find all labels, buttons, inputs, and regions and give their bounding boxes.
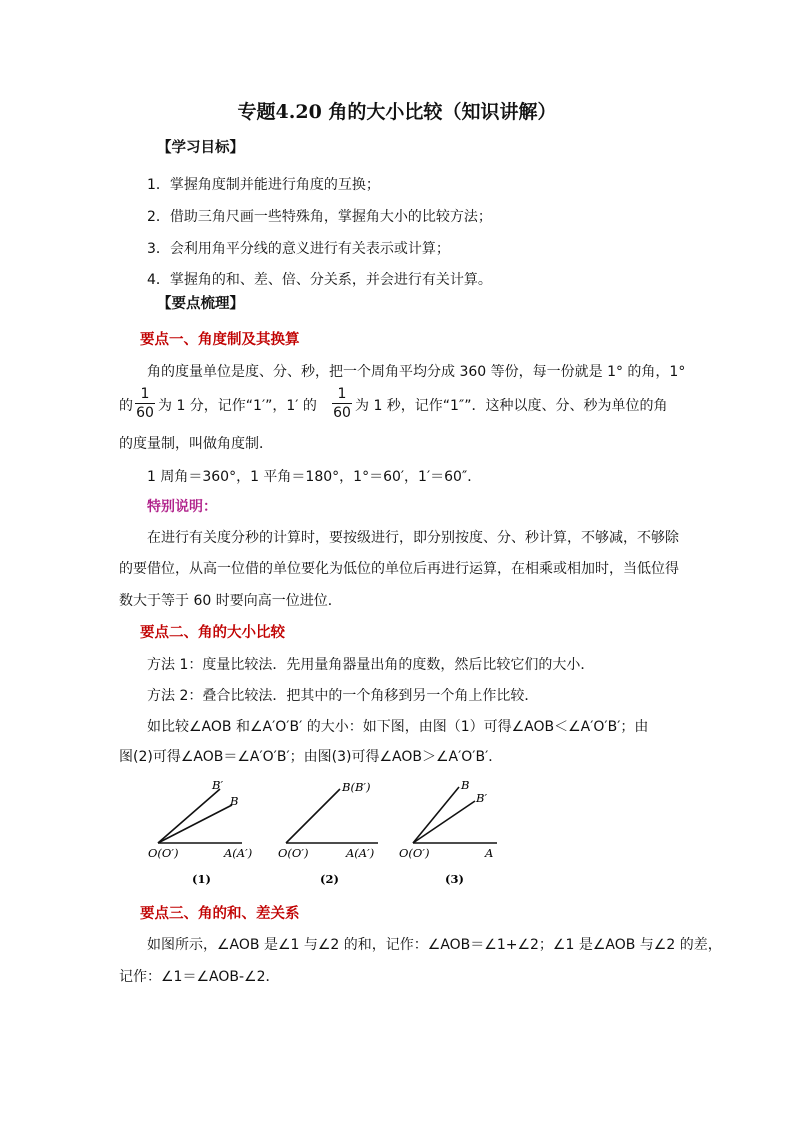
ray-OB-prime [413, 801, 475, 843]
point1-text: 为 1 分，记作“1′”，1′ 的 [158, 398, 317, 414]
goal-item: 3．会利用角平分线的意义进行有关表示或计算； [147, 241, 450, 257]
point1-text: 1 周角＝360°，1 平角＝180°，1°＝60′，1′＝60″． [147, 469, 482, 485]
note-heading: 特别说明： [147, 499, 217, 515]
point3-heading: 要点三、角的和、差关系 [140, 906, 300, 922]
goal-item: 2．借助三角尺画一些特殊角，掌握角大小的比较方法； [147, 209, 492, 225]
point2-text: 方法 2：叠合比较法．把其中的一个角移到另一个角上作比较． [147, 688, 539, 704]
point1-text: 角的度量单位是度、分、秒，把一个周角平均分成 360 等份，每一份就是 1° 的角，1° [147, 364, 686, 380]
note-text: 在进行有关度分秒的计算时，要按级进行，即分别按度、分、秒计算，不够减，不够除 [147, 530, 679, 546]
goals-heading: 【学习目标】 [157, 140, 244, 156]
fraction-1-60 [331, 386, 353, 421]
ray-OB [286, 789, 340, 843]
point1-heading: 要点一、角度制及其换算 [140, 332, 300, 348]
point2-text: 如比较∠AOB 和∠A′O′B′ 的大小：如下图，由图（1）可得∠AOB＜∠A′O′B′；由 [147, 719, 649, 735]
label-vertex: O(O′) [148, 846, 179, 860]
point3-text: 如图所示，∠AOB 是∠1 与∠2 的和，记作：∠AOB＝∠1+∠2；∠1 是∠AOB 与∠2 的差， [147, 937, 722, 953]
label-lower: B [230, 794, 239, 808]
label-A: A [485, 846, 494, 860]
goal-item: 4．掌握角的和、差、倍、分关系，并会进行有关计算。 [147, 272, 492, 288]
point1-text: 的度量制，叫做角度制． [119, 436, 273, 452]
fraction-1-60 [134, 386, 156, 421]
note-text: 的要借位，从高一位借的单位要化为低位的单位后再进行运算，在相乘或相加时，当低位得 [119, 561, 679, 577]
label-A: A(A′) [224, 846, 253, 860]
page-title: 专题4.20 角的大小比较（知识讲解） [237, 101, 557, 123]
point1-text: 的 [119, 398, 133, 414]
angle-figure-1 [140, 775, 270, 890]
point1-text: 为 1 秒，记作“1″”．这种以度、分、秒为单位的角 [355, 398, 668, 414]
point3-text: 记作：∠1＝∠AOB-∠2． [119, 969, 280, 985]
label-top: B′ [212, 778, 224, 792]
label-lower: B′ [476, 791, 488, 805]
fraction-denominator: 60 [136, 405, 154, 421]
label-vertex: O(O′) [399, 846, 430, 860]
note-text: 数大于等于 60 时要向高一位进位． [119, 593, 342, 609]
fraction-bar [332, 403, 352, 404]
fraction-denominator: 60 [333, 405, 351, 421]
point2-text: 方法 1：度量比较法．先用量角器量出角的度数，然后比较它们的大小． [147, 657, 595, 673]
point2-text: 图(2)可得∠AOB＝∠A′O′B′；由图(3)可得∠AOB＞∠A′O′B′． [119, 749, 503, 765]
label-top: B [461, 778, 470, 792]
figure-caption: (1) [192, 872, 211, 886]
figure-caption: (3) [445, 872, 464, 886]
fraction-bar [135, 403, 155, 404]
label-top: B(B′) [342, 780, 371, 794]
label-A: A(A′) [346, 846, 375, 860]
ray-OB [413, 787, 459, 843]
angle-figure-2 [270, 775, 400, 890]
angle-figure-3 [395, 775, 525, 890]
fraction-numerator: 1 [140, 386, 150, 402]
point2-heading: 要点二、角的大小比较 [140, 625, 285, 641]
points-heading: 【要点梳理】 [157, 296, 244, 312]
label-vertex: O(O′) [278, 846, 309, 860]
figure-caption: (2) [320, 872, 339, 886]
fraction-numerator: 1 [337, 386, 347, 402]
goal-item: 1．掌握角度制并能进行角度的互换； [147, 177, 380, 193]
